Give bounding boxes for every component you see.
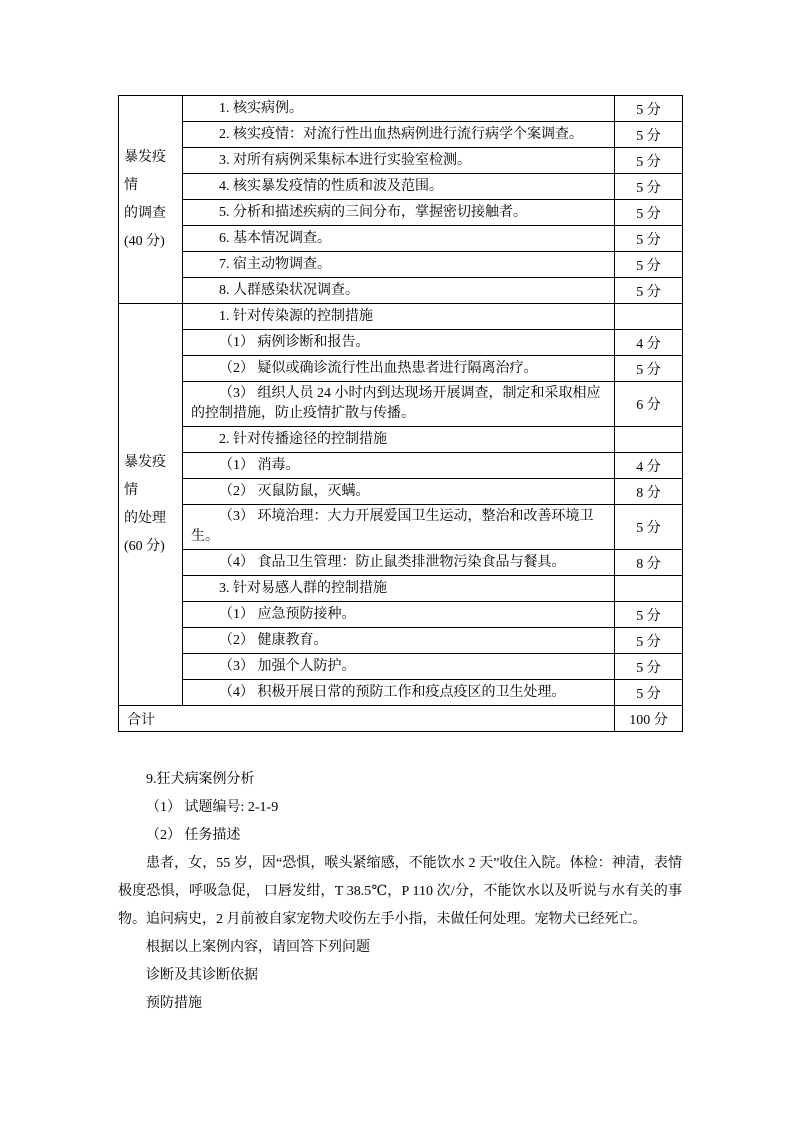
row-score bbox=[615, 304, 683, 330]
group-label-line: 暴发疫情 bbox=[124, 149, 166, 193]
row-text: 3. 对所有病例采集标本进行实验室检测。 bbox=[183, 148, 615, 174]
group-label-line: 的调查 bbox=[124, 205, 166, 221]
row-text: 6. 基本情况调查。 bbox=[183, 226, 615, 252]
row-text: 7. 宿主动物调查。 bbox=[183, 252, 615, 278]
table-row bbox=[119, 304, 683, 330]
table-row bbox=[119, 356, 683, 382]
row-text: 3. 针对易感人群的控制措施 bbox=[183, 576, 615, 602]
row-score: 8 分 bbox=[615, 479, 683, 505]
table-row bbox=[119, 330, 683, 356]
row-text: （1） 应急预防接种。 bbox=[183, 602, 615, 628]
row-score: 5 分 bbox=[615, 628, 683, 654]
table-row bbox=[119, 576, 683, 602]
document-content bbox=[118, 95, 682, 1018]
table-row bbox=[119, 550, 683, 576]
row-score: 5 分 bbox=[615, 200, 683, 226]
group-label-line: (40 分) bbox=[124, 233, 165, 249]
row-score: 4 分 bbox=[615, 453, 683, 479]
table-row bbox=[119, 479, 683, 505]
row-score bbox=[615, 427, 683, 453]
row-text: （2） 健康教育。 bbox=[183, 628, 615, 654]
table-total-row bbox=[119, 706, 683, 732]
row-text: （2） 灭鼠防鼠，灭螨。 bbox=[183, 479, 615, 505]
row-text: 4. 核实暴发疫情的性质和波及范围。 bbox=[183, 174, 615, 200]
group-label-line: 的处理 bbox=[124, 510, 166, 526]
table-row bbox=[119, 680, 683, 706]
task-description-label: （2） 任务描述 bbox=[146, 828, 241, 843]
table-row bbox=[119, 278, 683, 304]
row-score: 5 分 bbox=[615, 96, 683, 122]
table-row bbox=[119, 226, 683, 252]
table-row bbox=[119, 427, 683, 453]
row-text: 8. 人群感染状况调查。 bbox=[183, 278, 615, 304]
row-text: 1. 核实病例。 bbox=[183, 96, 615, 122]
row-score: 5 分 bbox=[615, 148, 683, 174]
row-score: 5 分 bbox=[615, 278, 683, 304]
table-row bbox=[119, 96, 683, 122]
row-score: 5 分 bbox=[615, 356, 683, 382]
row-score: 5 分 bbox=[615, 174, 683, 200]
total-score: 100 分 bbox=[615, 706, 683, 732]
group-label-line: 暴发疫情 bbox=[124, 454, 166, 498]
table-row bbox=[119, 382, 683, 427]
row-score: 5 分 bbox=[615, 505, 683, 550]
row-score: 6 分 bbox=[615, 382, 683, 427]
row-text: 1. 针对传染源的控制措施 bbox=[183, 304, 615, 330]
question-prevention: 预防措施 bbox=[146, 996, 202, 1011]
exam-number: （1） 试题编号: 2-1-9 bbox=[146, 800, 279, 815]
row-score: 8 分 bbox=[615, 550, 683, 576]
total-label: 合计 bbox=[119, 706, 615, 732]
row-score: 5 分 bbox=[615, 680, 683, 706]
row-text: （3） 加强个人防护。 bbox=[183, 654, 615, 680]
row-score: 5 分 bbox=[615, 252, 683, 278]
table-row bbox=[119, 654, 683, 680]
question-diagnosis: 诊断及其诊断依据 bbox=[146, 968, 258, 983]
row-text: （1） 消毒。 bbox=[183, 453, 615, 479]
table-row bbox=[119, 602, 683, 628]
row-text: （2） 疑似或确诊流行性出血热患者进行隔离治疗。 bbox=[183, 356, 615, 382]
group-label-handling bbox=[119, 304, 183, 706]
row-score bbox=[615, 576, 683, 602]
row-score: 5 分 bbox=[615, 226, 683, 252]
table-row bbox=[119, 122, 683, 148]
table-row bbox=[119, 200, 683, 226]
table-row bbox=[119, 453, 683, 479]
row-text: 2. 核实疫情：对流行性出血热病例进行流行病学个案调查。 bbox=[183, 122, 615, 148]
row-text: 2. 针对传播途径的控制措施 bbox=[183, 427, 615, 453]
row-text: （4） 食品卫生管理：防止鼠类排泄物污染食品与餐具。 bbox=[183, 550, 615, 576]
row-score: 5 分 bbox=[615, 122, 683, 148]
table-row bbox=[119, 628, 683, 654]
table-row bbox=[119, 252, 683, 278]
question-intro: 根据以上案例内容，请回答下列问题 bbox=[146, 940, 370, 955]
table-row bbox=[119, 505, 683, 550]
case-description: 患者，女，55 岁，因“恐惧，喉头紧缩感，不能饮水 2 天”收住入院。体检：神清，表情极度恐惧，呼吸急促， 口唇发绀，T 38.5℃，P 110 次/分，不能饮水以及听说与水有关的事物。追问病史，2 月前被自家宠物犬咬伤左手小指，未做任何处理。宠物犬已经死亡。 bbox=[118, 856, 682, 927]
row-text: （1） 病例诊断和报告。 bbox=[183, 330, 615, 356]
case-analysis-section bbox=[118, 766, 682, 1018]
case-analysis-title: 9.狂犬病案例分析 bbox=[146, 772, 255, 787]
group-label-line: (60 分) bbox=[124, 538, 165, 554]
group-label-investigation bbox=[119, 96, 183, 304]
row-text: （4） 积极开展日常的预防工作和疫点疫区的卫生处理。 bbox=[183, 680, 615, 706]
row-score: 5 分 bbox=[615, 602, 683, 628]
row-text: （3） 组织人员 24 小时内到达现场开展调查，制定和采取相应的控制措施，防止疫情扩散与传播。 bbox=[183, 382, 615, 427]
table-row bbox=[119, 148, 683, 174]
row-score: 5 分 bbox=[615, 654, 683, 680]
row-text: 5. 分析和描述疾病的三间分布，掌握密切接触者。 bbox=[183, 200, 615, 226]
row-score: 4 分 bbox=[615, 330, 683, 356]
row-text: （3） 环境治理：大力开展爱国卫生运动，整治和改善环境卫生。 bbox=[183, 505, 615, 550]
table-row bbox=[119, 174, 683, 200]
score-table bbox=[118, 95, 683, 732]
